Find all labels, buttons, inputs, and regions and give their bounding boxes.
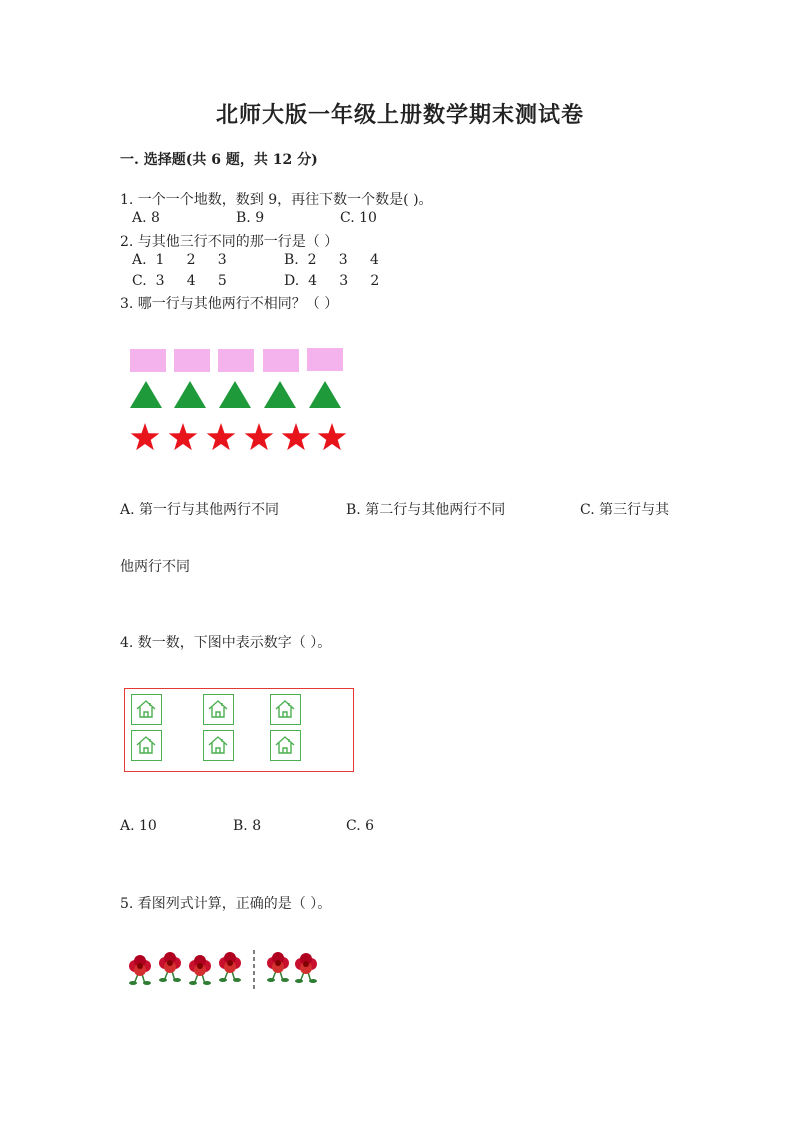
triangle-row	[130, 381, 341, 408]
flower-icon	[129, 955, 151, 985]
shapes-figure	[120, 340, 360, 460]
page-title: 北师大版一年级上册数学期末测试卷	[215, 102, 584, 128]
green-triangle	[219, 381, 251, 408]
flower-group-right	[267, 952, 317, 983]
red-star	[245, 423, 274, 450]
q3-option-a: A. 第一行与其他两行不同	[120, 502, 280, 518]
q2-option-b: B. 2 3 4	[284, 252, 379, 268]
red-star	[207, 423, 236, 450]
q4-option-c: C. 6	[346, 818, 375, 834]
flower-icon	[267, 952, 289, 982]
question-5: 5. 看图列式计算，正确的是（ ）。	[120, 896, 332, 912]
house-icon	[203, 694, 234, 725]
green-triangle	[130, 381, 162, 408]
square-row	[130, 348, 343, 372]
question-4: 4. 数一数，下图中表示数字（ ）。	[120, 635, 332, 651]
flower-icon	[219, 952, 241, 982]
house-icon	[131, 730, 162, 761]
flower-icon	[189, 955, 211, 985]
house-counting-frame	[124, 688, 354, 772]
red-star	[282, 423, 311, 450]
pink-square	[218, 349, 254, 372]
q3-option-b: B. 第二行与其他两行不同	[346, 502, 506, 518]
flower-group-left	[129, 952, 241, 985]
question-2: 2. 与其他三行不同的那一行是（ ）	[120, 234, 339, 250]
q4-option-a: A. 10	[120, 818, 157, 834]
q1-option-a: A. 8	[132, 210, 160, 226]
q4-option-b: B. 8	[233, 818, 262, 834]
house-icon	[270, 694, 301, 725]
q1-option-b: B. 9	[236, 210, 265, 226]
q1-option-c: C. 10	[340, 210, 377, 226]
house-icon	[270, 730, 301, 761]
q2-option-d: D. 4 3 2	[284, 273, 380, 289]
green-triangle	[264, 381, 296, 408]
house-icon	[203, 730, 234, 761]
pink-square	[307, 348, 343, 371]
pink-square	[130, 349, 166, 372]
flower-icon	[295, 953, 317, 983]
pink-square	[174, 349, 210, 372]
green-triangle	[309, 381, 341, 408]
q2-option-c: C. 3 4 5	[132, 273, 227, 289]
red-star	[169, 423, 198, 450]
q3-option-c-continued: 他两行不同	[120, 559, 190, 575]
flower-icon	[159, 952, 181, 982]
section-heading: 一. 选择题(共 6 题，共 12 分)	[120, 152, 318, 168]
red-star	[131, 423, 160, 450]
q3-option-c: C. 第三行与其	[580, 502, 670, 518]
pink-square	[263, 349, 299, 372]
question-1: 1. 一个一个地数，数到 9，再往下数一个数是( )。	[120, 192, 433, 208]
flowers-figure	[120, 946, 330, 994]
red-star	[318, 423, 347, 450]
star-row	[131, 423, 347, 450]
green-triangle	[174, 381, 206, 408]
question-3: 3. 哪一行与其他两行不相同？（ ）	[120, 296, 339, 312]
q2-option-a: A. 1 2 3	[132, 252, 227, 268]
house-icon	[131, 694, 162, 725]
